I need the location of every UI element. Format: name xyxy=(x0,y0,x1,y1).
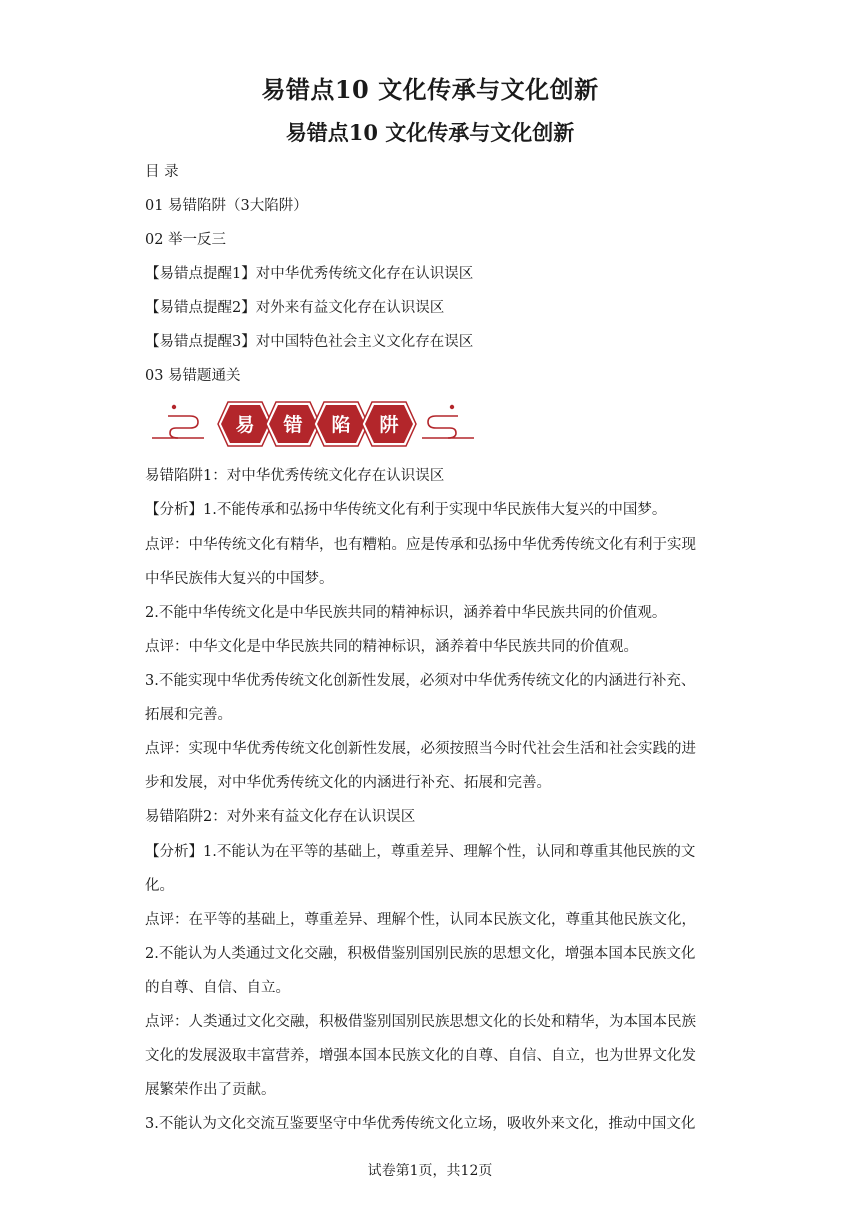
toc-item: 【易错点提醒3】对中国特色社会主义文化存在误区 xyxy=(145,334,474,350)
banner-dot xyxy=(172,405,176,409)
toc-item: 02 举一反三 xyxy=(145,232,227,248)
toc-item: 03 易错题通关 xyxy=(145,368,241,384)
comment-text: 点评：实现中华优秀传统文化创新性发展，必须按照当今时代社会生活和社会实践的进 xyxy=(145,741,696,757)
analysis-text: 3.不能认为文化交流互鉴要坚守中华优秀传统文化立场，吸收外来文化，推动中国文化 xyxy=(145,1116,696,1132)
analysis-text: 3.不能实现中华优秀传统文化创新性发展，必须对中华优秀传统文化的内涵进行补充、 xyxy=(145,673,696,689)
analysis-text: 2.不能中华传统文化是中华民族共同的精神标识，涵养着中华民族共同的价值观。 xyxy=(145,605,667,621)
toc-item: 01 易错陷阱（3大陷阱） xyxy=(145,198,308,214)
comment-text: 点评：中华文化是中华民族共同的精神标识，涵养着中华民族共同的价值观。 xyxy=(145,639,638,655)
analysis-text: 【分析】1.不能认为在平等的基础上，尊重差异、理解个性，认同和尊重其他民族的文 xyxy=(145,844,696,860)
analysis-text: 拓展和完善。 xyxy=(145,707,232,723)
analysis-text: 【分析】1.不能传承和弘扬中华传统文化有利于实现中华民族伟大复兴的中国梦。 xyxy=(145,502,667,518)
comment-text: 步和发展，对中华优秀传统文化的内涵进行补充、拓展和完善。 xyxy=(145,775,551,791)
page-subtitle: 易错点10 文化传承与文化创新 xyxy=(285,120,575,145)
page-footer: 试卷第1页，共12页 xyxy=(367,1163,493,1179)
banner-dot xyxy=(450,405,454,409)
comment-text: 文化的发展汲取丰富营养，增强本国本民族文化的自尊、自信、自立，也为世界文化发 xyxy=(145,1048,696,1064)
banner-right-ornament xyxy=(422,416,474,438)
analysis-text: 的自尊、自信、自立。 xyxy=(145,980,290,996)
banner-left-ornament xyxy=(152,416,204,438)
page-title: 易错点10 文化传承与文化创新 xyxy=(261,75,599,104)
section-banner xyxy=(148,398,478,450)
banner-char: 阱 xyxy=(379,414,399,436)
analysis-text: 化。 xyxy=(145,878,174,894)
trap-heading: 易错陷阱2：对外来有益文化存在认识误区 xyxy=(145,809,416,825)
banner-char: 陷 xyxy=(331,414,351,436)
comment-text: 点评：在平等的基础上，尊重差异、理解个性，认同本民族文化，尊重其他民族文化， xyxy=(145,912,696,928)
analysis-text: 2.不能认为人类通过文化交融，积极借鉴别国别民族的思想文化，增强本国本民族文化 xyxy=(145,946,696,962)
toc-item: 【易错点提醒1】对中华优秀传统文化存在认识误区 xyxy=(145,266,474,282)
banner-char: 错 xyxy=(283,414,303,436)
comment-text: 中华民族伟大复兴的中国梦。 xyxy=(145,571,334,587)
banner-char: 易 xyxy=(235,414,255,436)
comment-text: 点评：人类通过文化交融，积极借鉴别国别民族思想文化的长处和精华，为本国本民族 xyxy=(145,1014,696,1030)
toc-item: 【易错点提醒2】对外来有益文化存在认识误区 xyxy=(145,300,445,316)
comment-text: 展繁荣作出了贡献。 xyxy=(145,1082,276,1098)
comment-text: 点评：中华传统文化有精华，也有糟粕。应是传承和弘扬中华优秀传统文化有利于实现 xyxy=(145,537,696,553)
trap-heading: 易错陷阱1：对中华优秀传统文化存在认识误区 xyxy=(145,468,445,484)
toc-heading: 目 录 xyxy=(145,164,179,180)
